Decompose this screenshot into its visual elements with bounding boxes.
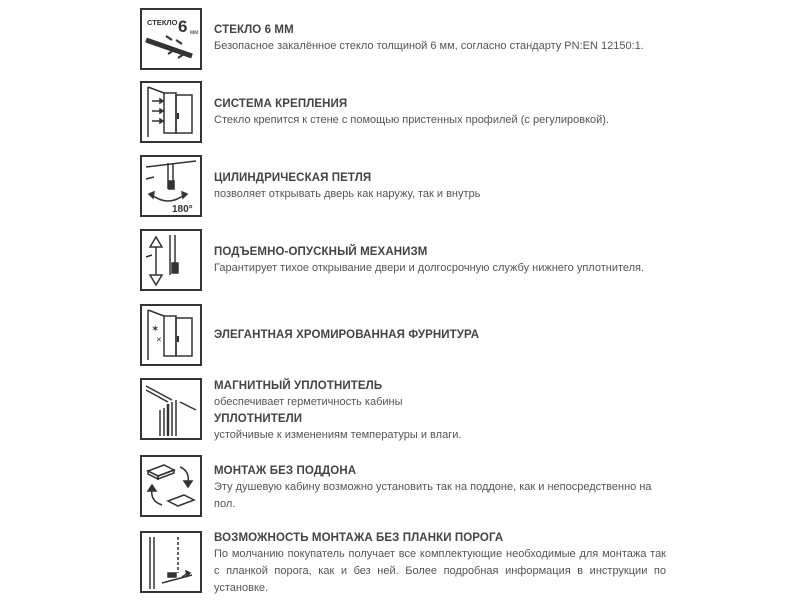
tray-swap-icon	[140, 455, 202, 517]
chrome-fittings-icon	[140, 304, 202, 366]
feature-description: Гарантирует тихое открывание двери и долгосрочную службу нижнего уплотнителя.	[214, 262, 645, 274]
wall-profile-icon	[140, 81, 202, 143]
feature-description: Стекло крепится к стене с помощью пристенных профилей (с регулировкой).	[214, 114, 610, 126]
feature-subdescription: устойчивые к изменениям температуры и влаги.	[214, 429, 462, 441]
feature-subtitle: УПЛОТНИТЕЛИ	[214, 413, 303, 425]
icon-glass-unit: мм	[190, 30, 199, 36]
feature-title: ПОДЪЕМНО-ОПУСКНЫЙ МЕХАНИЗМ	[214, 246, 428, 258]
feature-title: СИСТЕМА КРЕПЛЕНИЯ	[214, 98, 348, 110]
icon-glass-label: СТЕКЛО	[147, 18, 178, 27]
magnetic-seal-icon	[140, 378, 202, 440]
feature-description: Эту душевую кабину возможно установить так на поддоне, как и непосредственно на пол.	[214, 481, 652, 510]
feature-title: ВОЗМОЖНОСТЬ МОНТАЖА БЕЗ ПЛАНКИ ПОРОГА	[214, 532, 504, 544]
hinge-180-icon	[140, 155, 202, 217]
lift-arrows-icon	[140, 229, 202, 291]
svg-text:✕: ✕	[156, 336, 162, 344]
feature-description: Безопасное закалённое стекло толщиной 6 мм, согласно стандарту PN:EN 12150:1.	[214, 40, 644, 52]
feature-title: ЭЛЕГАНТНАЯ ХРОМИРОВАННАЯ ФУРНИТУРА	[214, 329, 480, 341]
feature-title: МАГНИТНЫЙ УПЛОТНИТЕЛЬ	[214, 380, 383, 392]
feature-title: МОНТАЖ БЕЗ ПОДДОНА	[214, 465, 357, 477]
threshold-icon	[140, 531, 202, 593]
feature-description: обеспечивает герметичность кабины	[214, 396, 403, 408]
svg-text:✶: ✶	[151, 324, 160, 335]
feature-description: По молчанию покупатель получает все комплектующие необходимые для монтажа так с планкой порога, как и без ней. Более подробная информация в инструкции по установке.	[214, 548, 666, 594]
feature-title: ЦИЛИНДРИЧЕСКАЯ ПЕТЛЯ	[214, 172, 372, 184]
feature-title: СТЕКЛО 6 ММ	[214, 24, 294, 36]
feature-description: позволяет открывать дверь как наружу, так и внутрь	[214, 188, 481, 200]
icon-glass-value: 6	[178, 17, 188, 36]
glass-thickness-icon	[140, 8, 202, 70]
icon-hinge-angle: 180°	[172, 204, 193, 215]
